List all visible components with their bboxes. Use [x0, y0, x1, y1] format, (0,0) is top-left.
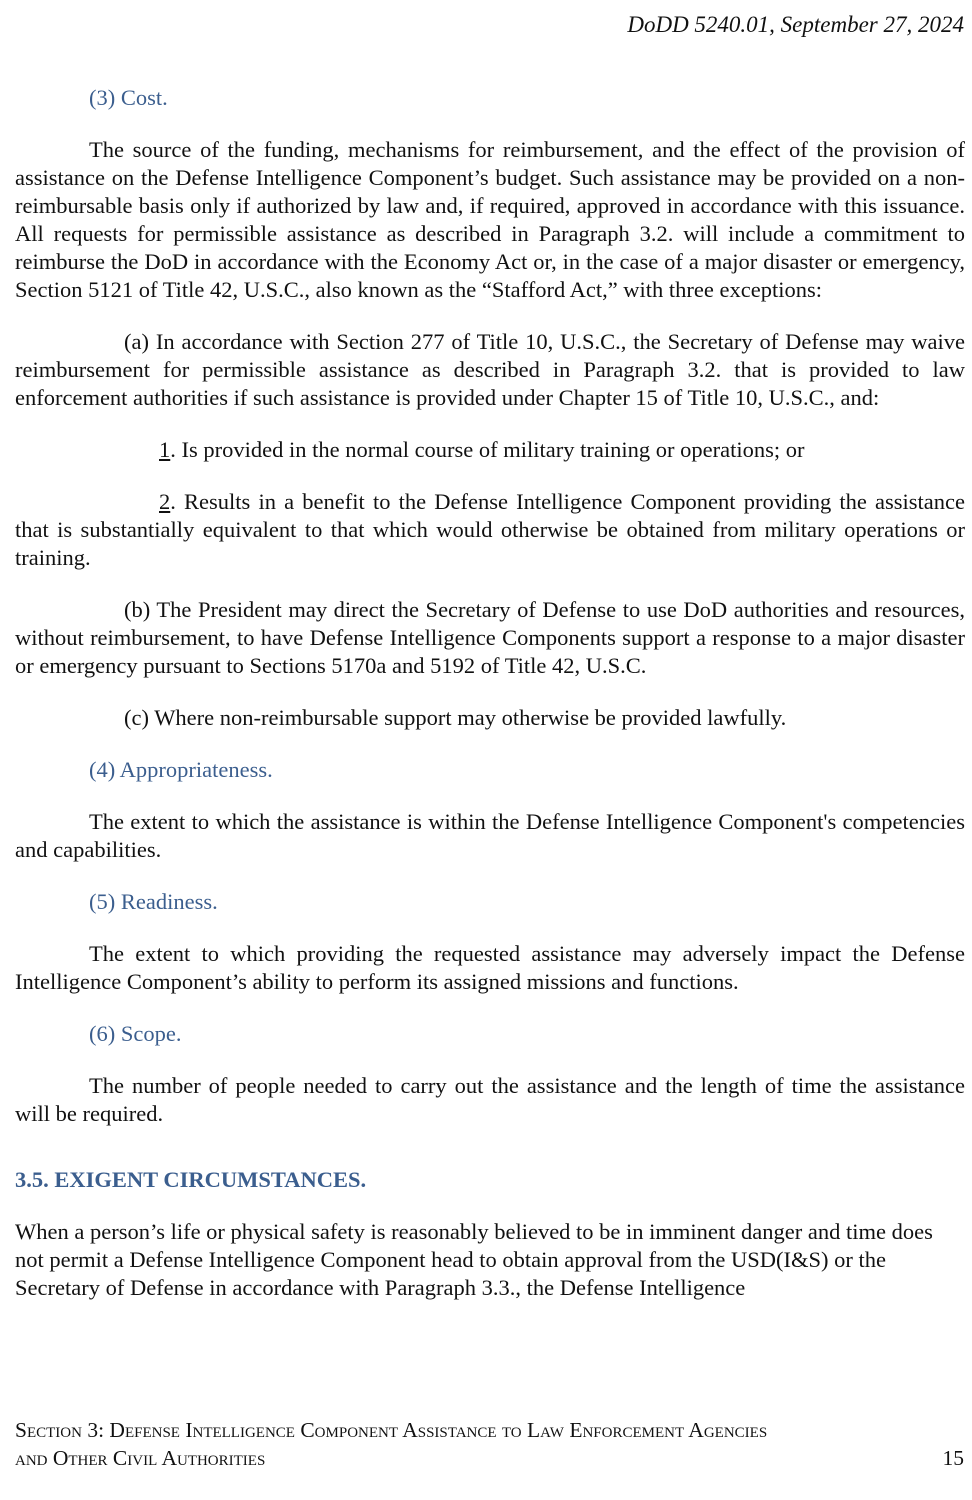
exigent-circumstances-paragraph: When a person’s life or physical safety is reasonably believed to be in imminent danger and time does not permit a Defense Intelligence Component head to obtain approval from the USD(I&S) or the Secretary of Defense in accordance with Paragraph 3.3., the Defense Intelligence: [15, 1219, 933, 1300]
cost-heading: (3) Cost.: [89, 85, 168, 110]
cost-item-b: (b) The President may direct the Secretary of Defense to use DoD authorities and resources, without reimbursement, to have Defense Intelligence Components support a response to a major disaster or emergency pursuant to Sections 5170a and 5192 of Title 42, U.S.C.: [15, 597, 965, 678]
cost-subitem-2: [15, 488, 965, 572]
subitem-2-number: 2: [159, 489, 171, 514]
page-number: 15: [942, 1446, 964, 1470]
scope-heading: (6) Scope.: [89, 1021, 182, 1046]
readiness-paragraph: The extent to which providing the requested assistance may adversely impact the Defense Intelligence Component’s ability to perform its assigned missions and functions.: [15, 941, 965, 994]
footer-section-title-continued: and Other Civil Authorities: [15, 1446, 266, 1470]
cost-item-a: (a) In accordance with Section 277 of Title 10, U.S.C., the Secretary of Defense may waive reimbursement for permissible assistance as described in Paragraph 3.2. that is provided to law enforcement authorities if such assistance is provided under Chapter 15 of Title 10, U.S.C., and:: [15, 329, 965, 410]
document-header: DoDD 5240.01, September 27, 2024: [627, 12, 964, 37]
cost-subitem-1: [15, 436, 965, 464]
subitem-1-text: . Is provided in the normal course of military training or operations; or: [170, 437, 805, 462]
readiness-heading: (5) Readiness.: [89, 889, 218, 914]
footer-section-title: Section 3: Defense Intelligence Component Assistance to Law Enforcement Agencies: [15, 1418, 768, 1442]
exigent-circumstances-heading: 3.5. EXIGENT CIRCUMSTANCES.: [15, 1167, 367, 1192]
cost-paragraph: The source of the funding, mechanisms for reimbursement, and the effect of the provision of assistance on the Defense Intelligence Component’s budget. Such assistance may be provided on a non-reimbursable basis only if authorized by law and, if required, approved in accordance with this issuance. All requests for permissible assistance as described in Paragraph 3.2. will include a commitment to reimburse the DoD in accordance with the Economy Act or, in the case of a major disaster or emergency, Section 5121 of Title 42, U.S.C., also known as the “Stafford Act,” with three exceptions:: [15, 137, 965, 302]
subitem-1-number: 1: [159, 437, 171, 462]
subitem-2-text: . Results in a benefit to the Defense Intelligence Component providing the assistance that is substantially equivalent to that which would otherwise be obtained from military operations or training.: [15, 489, 965, 570]
cost-item-c: (c) Where non-reimbursable support may otherwise be provided lawfully.: [124, 705, 787, 730]
document-body: [15, 84, 965, 1326]
footer-row: [15, 1444, 964, 1472]
appropriateness-heading: (4) Appropriateness.: [89, 757, 273, 782]
scope-paragraph: The number of people needed to carry out the assistance and the length of time the assistance will be required.: [15, 1073, 965, 1126]
appropriateness-paragraph: The extent to which the assistance is within the Defense Intelligence Component's competencies and capabilities.: [15, 809, 965, 862]
page-footer: [15, 1416, 964, 1472]
